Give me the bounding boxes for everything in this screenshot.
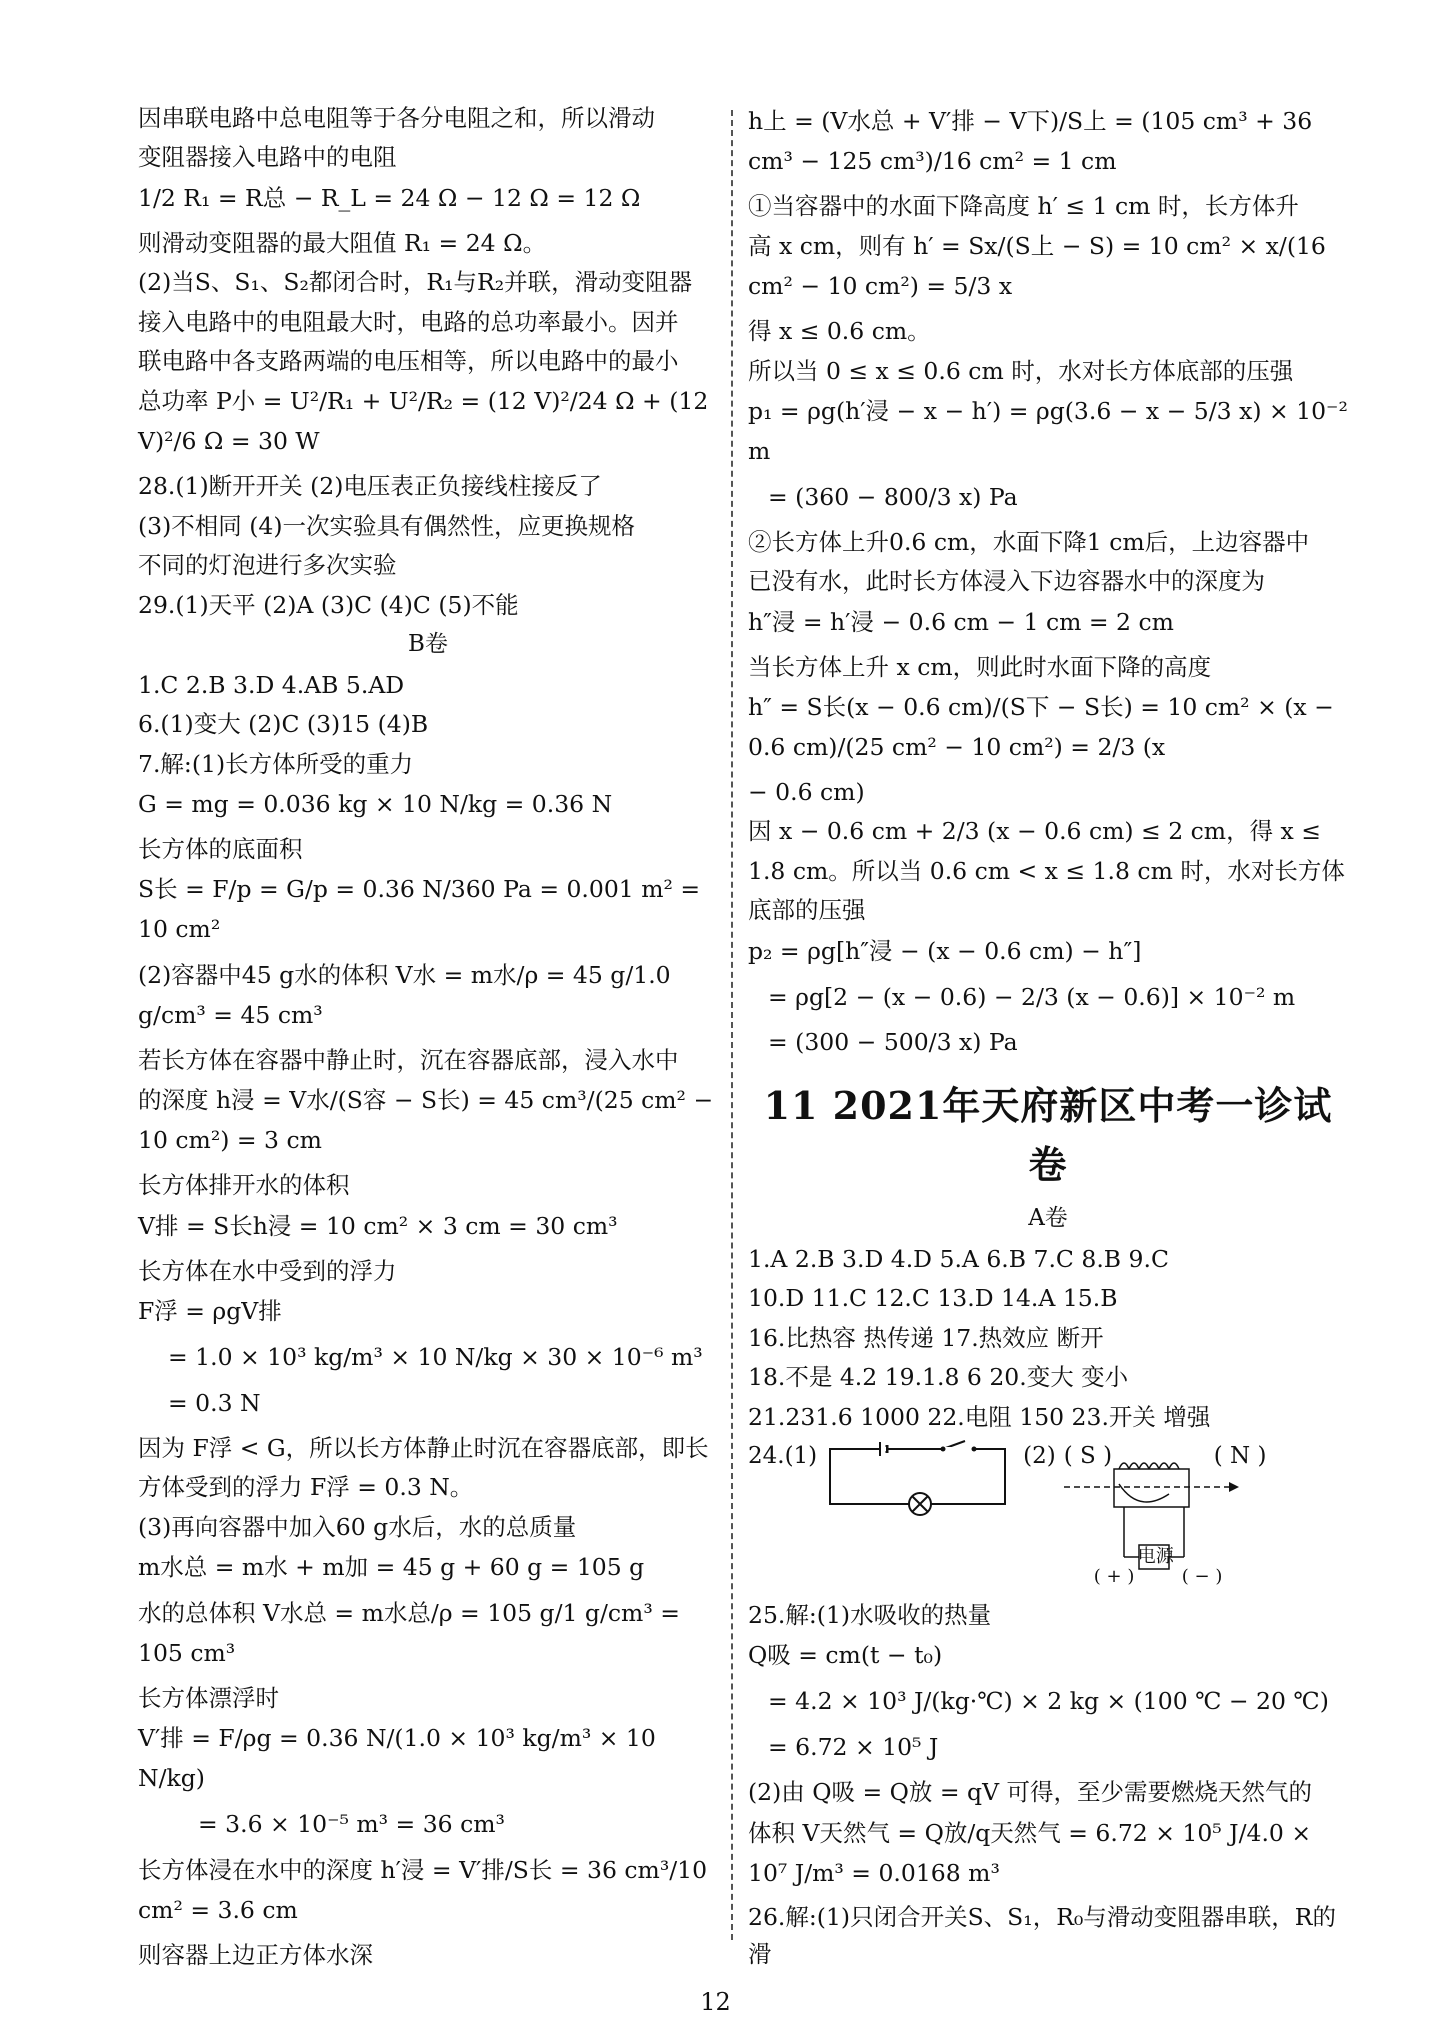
pole-s-label: ( S ) — [1063, 1442, 1113, 1469]
equation: 水的总体积 V水总 = m水总/ρ = 105 g/1 g/cm³ = 105 cm³ — [138, 1599, 680, 1668]
answer-line: 1.C 2.B 3.D 4.AB 5.AD — [138, 670, 405, 699]
equation: 长方体浸在水中的深度 h′浸 = V′排/S长 = 36 cm³/10 cm² = 3.6 cm — [138, 1856, 708, 1925]
text-line: 25.解:(1)水吸收的热量 — [748, 1600, 992, 1629]
equation: p₂ = ρg[h″浸 − (x − 0.6 cm) − h″] — [748, 936, 1142, 965]
answer-line: 28.(1)断开开关 (2)电压表正负接线柱接反了 — [138, 472, 602, 501]
text-line: 长方体排开水的体积 — [138, 1171, 350, 1200]
equation: 高 x cm，则有 h′ = Sx/(S上 − S) = 10 cm² × x/(16 cm² − 10 cm²) = 5/3 x — [748, 232, 1326, 301]
q24-label: 24.(1) — [748, 1442, 818, 1469]
pole-n-label: ( N ) — [1213, 1442, 1267, 1469]
text-line: 7.解:(1)长方体所受的重力 — [138, 749, 414, 778]
equation: V排 = S长h浸 = 10 cm² × 3 cm = 30 cm³ — [138, 1211, 618, 1240]
equation: F浮 = ρgV排 — [138, 1297, 282, 1326]
answer-line: 10.D 11.C 12.C 13.D 14.A 15.B — [748, 1284, 1118, 1313]
power-label: 电源 — [1137, 1545, 1174, 1567]
text-line: 已没有水，此时长方体浸入下边容器水中的深度为 — [748, 567, 1265, 596]
text-line: (3)再向容器中加入60 g水后，水的总质量 — [138, 1512, 577, 1541]
equation: = 4.2 × 10³ J/(kg·℃) × 2 kg × (100 ℃ − 20 ℃) — [768, 1687, 1329, 1716]
column-divider — [731, 110, 733, 1940]
minus-label: ( − ) — [1181, 1565, 1223, 1587]
equation: S长 = F/p = G/p = 0.36 N/360 Pa = 0.001 m² = 10 cm² — [138, 875, 701, 944]
question-24 — [748, 1439, 1348, 1589]
text-line: 因串联电路中总电阻等于各分电阻之和，所以滑动 — [138, 104, 655, 132]
equation: = ρg[2 − (x − 0.6) − 2/3 (x − 0.6)] × 10⁻² m — [768, 982, 1296, 1011]
section-title: 11 2021年天府新区中考一诊试卷 — [763, 1083, 1333, 1188]
section-a-label: A卷 — [1028, 1205, 1068, 1232]
text-line: 则容器上边正方体水深 — [138, 1941, 373, 1970]
text-line: 长方体漂浮时 — [138, 1684, 279, 1713]
equation: p₁ = ρg(h′浸 − x − h′) = ρg(3.6 − x − 5/3 x) × 10⁻² m — [748, 397, 1348, 465]
text-line: (2)当S、S₁、S₂都闭合时，R₁与R₂并联，滑动变阻器 — [138, 268, 693, 297]
text-line: 若长方体在容器中静止时，沉在容器底部，浸入水中 — [138, 1046, 679, 1075]
text-line: 26.解:(1)只闭合开关S、S₁，R₀与滑动变阻器串联，R的滑 — [748, 1903, 1337, 1968]
answer-line: 不同的灯泡进行多次实验 — [138, 551, 397, 580]
plus-label: ( + ) — [1093, 1565, 1135, 1587]
equation: h″浸 = h′浸 − 0.6 cm − 1 cm = 2 cm — [748, 607, 1174, 636]
answer-line: 16.比热容 热传递 17.热效应 断开 — [748, 1323, 1104, 1352]
text-line: 联电路中各支路两端的电压相等，所以电路中的最小 — [138, 347, 679, 376]
text-line: 长方体的底面积 — [138, 834, 303, 863]
text-line: 因为 F浮 < G，所以长方体静止时沉在容器底部，即长 — [138, 1433, 709, 1462]
text-line: 因 x − 0.6 cm + 2/3 (x − 0.6 cm) ≤ 2 cm，得 x ≤ — [748, 817, 1321, 846]
answer-line: 6.(1)变大 (2)C (3)15 (4)B — [138, 710, 429, 739]
equation: h上 = (V水总 + V′排 − V下)/S上 = (105 cm³ + 36 cm³ − 125 cm³)/16 cm² = 1 cm — [748, 107, 1313, 175]
text-line: 得 x ≤ 0.6 cm。 — [748, 317, 931, 346]
page-number: 12 — [700, 1988, 731, 2016]
text-line: 变阻器接入电路中的电阻 — [138, 143, 397, 172]
answer-line: 1.A 2.B 3.D 4.D 5.A 6.B 7.C 8.B 9.C — [748, 1244, 1169, 1273]
text-line: (2)由 Q吸 = Q放 = qV 可得，至少需要燃烧天然气的 — [748, 1778, 1313, 1807]
answer-line: 18.不是 4.2 19.1.8 6 20.变大 变小 — [748, 1363, 1129, 1392]
text-line: ②长方体上升0.6 cm，水面下降1 cm后，上边容器中 — [748, 527, 1310, 556]
left-column — [138, 100, 718, 1977]
equation: = 6.72 × 10⁵ J — [768, 1733, 939, 1762]
text-line: 1.8 cm。所以当 0.6 cm < x ≤ 1.8 cm 时，水对长方体 — [748, 856, 1345, 885]
equation: 体积 V天然气 = Q放/q天然气 = 6.72 × 10⁵ J/4.0 × 10⁷ J/m³ = 0.0168 m³ — [748, 1818, 1312, 1887]
equation: Q吸 = cm(t − t₀) — [748, 1641, 943, 1670]
q24-label-2: (2) — [1023, 1442, 1056, 1469]
right-column — [748, 100, 1348, 1975]
text-line: 则滑动变阻器的最大阻值 R₁ = 24 Ω。 — [138, 228, 547, 257]
text-line: 方体受到的浮力 F浮 = 0.3 N。 — [138, 1473, 474, 1502]
equation: 的深度 h浸 = V水/(S容 − S长) = 45 cm³/(25 cm² − 10 cm²) = 3 cm — [138, 1086, 714, 1155]
text-line: 底部的压强 — [748, 896, 866, 925]
equation: = (360 − 800/3 x) Pa — [768, 482, 1018, 511]
equation: (2)容器中45 g水的体积 V水 = m水/ρ = 45 g/1.0 g/cm³ = 45 cm³ — [138, 961, 671, 1030]
section-b-label: B卷 — [408, 631, 448, 658]
equation: = 3.6 × 10⁻⁵ m³ = 36 cm³ — [198, 1810, 505, 1839]
text-line: 接入电路中的电阻最大时，电路的总功率最小。因并 — [138, 307, 679, 336]
text-line: 当长方体上升 x cm，则此时水面下降的高度 — [748, 652, 1212, 681]
equation: h″ = S长(x − 0.6 cm)/(S下 − S长) = 10 cm² × (x − 0.6 cm)/(25 cm² − 10 cm²) = 2/3 (x — [748, 693, 1334, 761]
equation: = 1.0 × 10³ kg/m³ × 10 N/kg × 30 × 10⁻⁶ m³ — [168, 1343, 703, 1372]
text-line: − 0.6 cm) — [748, 777, 865, 806]
equation: V′排 = F/ρg = 0.36 N/(1.0 × 10³ kg/m³ × 10 N/kg) — [138, 1724, 656, 1793]
text-line: 所以当 0 ≤ x ≤ 0.6 cm 时，水对长方体底部的压强 — [748, 356, 1294, 385]
equation: 总功率 P小 = U²/R₁ + U²/R₂ = (12 V)²/24 Ω + (12 V)²/6 Ω = 30 W — [138, 387, 709, 456]
equation: = 0.3 N — [168, 1389, 261, 1417]
circuit-diagram — [825, 1439, 1015, 1519]
solenoid-diagram — [1064, 1439, 1274, 1589]
equation: m水总 = m水 + m加 = 45 g + 60 g = 105 g — [138, 1553, 645, 1582]
text-line: ①当容器中的水面下降高度 h′ ≤ 1 cm 时，长方体升 — [748, 191, 1299, 220]
equation: 1/2 R₁ = R总 − R_L = 24 Ω − 12 Ω = 12 Ω — [138, 183, 641, 212]
equation: G = mg = 0.036 kg × 10 N/kg = 0.36 N — [138, 789, 613, 818]
text-line: 长方体在水中受到的浮力 — [138, 1256, 397, 1285]
answer-line: 21.231.6 1000 22.电阻 150 23.开关 增强 — [748, 1402, 1211, 1431]
equation: = (300 − 500/3 x) Pa — [768, 1028, 1018, 1057]
answer-line: 29.(1)天平 (2)A (3)C (4)C (5)不能 — [138, 590, 519, 619]
answer-line: (3)不相同 (4)一次实验具有偶然性，应更换规格 — [138, 511, 636, 540]
